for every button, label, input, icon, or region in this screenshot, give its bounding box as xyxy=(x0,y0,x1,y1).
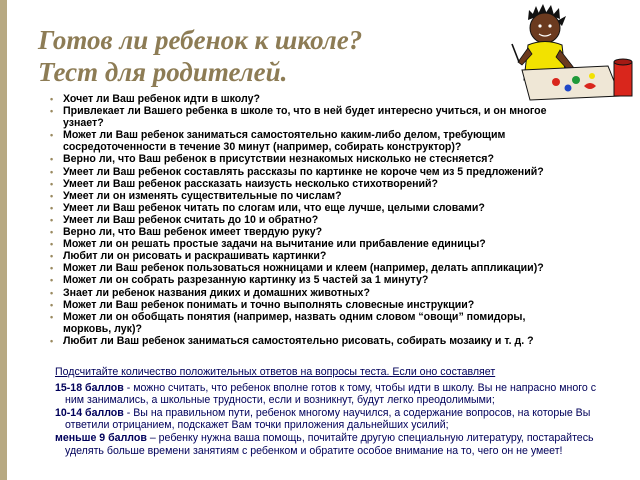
question-item: • Умеет ли Ваш ребенок составлять рассказы по картинке не короче чем из 5 предложений? xyxy=(63,166,573,178)
left-accent-bar xyxy=(0,0,7,480)
question-item: • Хочет ли Ваш ребенок идти в школу? xyxy=(63,93,573,105)
result-band-text: – ребенку нужна ваша помощь, почитайте другую специальную литературу, постарайтесь уделять больше времени занятиям с ребенком и обратите особое внимание на то, чего он не умеет! xyxy=(65,432,594,457)
result-band xyxy=(55,382,600,406)
question-item: • Может ли Ваш ребенок понимать и точно выполнять словесные инструкции? xyxy=(63,299,573,311)
page-title xyxy=(38,24,508,88)
question-item: • Умеет ли Ваш ребенок считать до 10 и обратно? xyxy=(63,214,573,226)
result-band-range: 10-14 баллов xyxy=(55,407,124,420)
result-band-text: - Вы на правильном пути, ребенок многому научился, а содержание вопросов, на которые Вы ответили отрицанием, подскажет Вам точки приложения дальнейших усилий; xyxy=(65,407,591,432)
question-item: • Любит ли Ваш ребенок заниматься самостоятельно рисовать, собирать мозаику и т. д. ? xyxy=(63,335,573,347)
title-line-2: Тест для родителей. xyxy=(38,57,288,87)
result-band xyxy=(55,407,600,431)
question-item: • Знает ли ребенок названия диких и домашних животных? xyxy=(63,287,573,299)
question-item: • Может ли он решать простые задачи на вычитание или прибавление единицы? xyxy=(63,238,573,250)
question-item: • Может ли он обобщать понятия (например, назвать одним словом “овощи” помидоры, морковь, лук)? xyxy=(63,311,573,335)
question-item: • Умеет ли Ваш ребенок рассказать наизусть несколько стихотворений? xyxy=(63,178,573,190)
result-band-text: - можно считать, что ребенок вполне готов к тому, чтобы идти в школу. Вы не напрасно много с ним занимались, а школьные трудности, если и возникнут, будут легко преодолимыми; xyxy=(65,382,597,407)
title-line-1: Готов ли ребенок к школе? xyxy=(38,25,363,55)
question-item: • Привлекает ли Вашего ребенка в школе то, что в ней будет интересно учиться, и он многое узнает? xyxy=(63,105,573,129)
results-intro: Подсчитайте количество положительных ответов на вопросы теста. Если оно составляет xyxy=(55,366,496,378)
results-section xyxy=(55,366,600,458)
child-painting-icon xyxy=(510,2,636,102)
question-item: • Любит ли он рисовать и раскрашивать картинки? xyxy=(63,250,573,262)
result-band-range: 15-18 баллов xyxy=(55,382,124,395)
question-item: • Может ли Ваш ребенок заниматься самостоятельно каким-либо делом, требующим сосредоточенности в течение 30 минут (например, собирать конструктор)? xyxy=(63,129,573,153)
result-band-range: меньше 9 баллов xyxy=(55,432,147,445)
question-list xyxy=(63,93,573,347)
question-item: • Умеет ли он изменять существительные по числам? xyxy=(63,190,573,202)
question-item: • Верно ли, что Ваш ребенок в присутствии незнакомых нисколько не стесняется? xyxy=(63,153,573,165)
question-item: • Может ли Ваш ребенок пользоваться ножницами и клеем (например, делать аппликации)? xyxy=(63,262,573,274)
result-band xyxy=(55,432,600,456)
question-item: • Верно ли, что Ваш ребенок имеет твердую руку? xyxy=(63,226,573,238)
question-item: • Умеет ли Ваш ребенок читать по слогам или, что еще лучше, целыми словами? xyxy=(63,202,573,214)
question-item: • Может ли он собрать разрезанную картинку из 5 частей за 1 минуту? xyxy=(63,274,573,286)
